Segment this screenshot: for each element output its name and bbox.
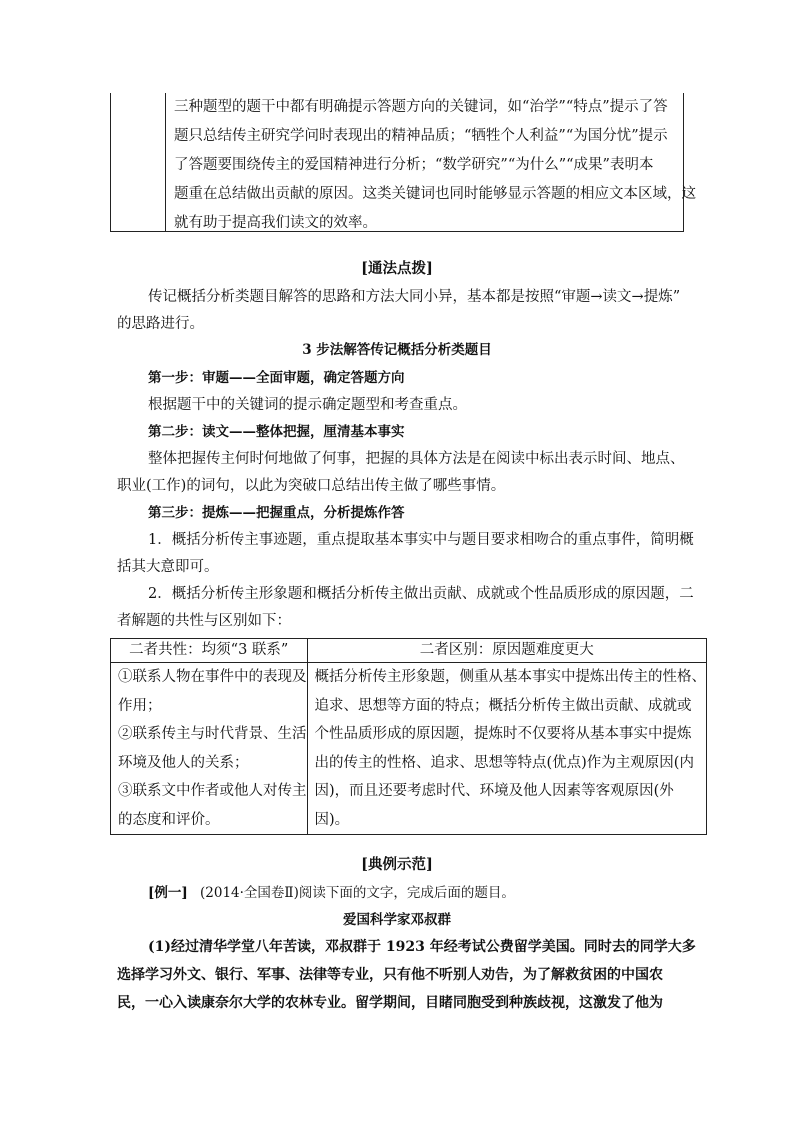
commonality-line: ①联系人物在事件中的表现及 — [118, 669, 307, 685]
difference-line: 概括分析传主形象题，侧重从基本事实中提炼出传主的性格、 — [314, 669, 706, 685]
top-box-line: 题只总结传主研究学问时表现出的精神品质；“牺牲个人利益”“为国分忧”提示 — [174, 128, 668, 144]
intro-line-2: 的思路进行。 — [117, 316, 204, 332]
example-label: [例一] — [148, 885, 188, 901]
comparison-table — [110, 638, 707, 835]
difference-line: 因)。 — [314, 811, 350, 828]
top-box-line: 题重在总结做出贡献的原因。这类关键词也同时能够显示答题的相应文本区域，这 — [174, 186, 696, 202]
top-box-text — [174, 93, 696, 238]
commonality-line: ②联系传主与时代背景、生活 — [118, 726, 307, 742]
difference-line: 个性品质形成的原因题，提炼时不仅要将从基本事实中提炼 — [314, 726, 692, 742]
step1-text: 根据题干中的关键词的提示确定题型和考查重点。 — [148, 397, 467, 413]
intro-line-1: 传记概括分析类题目解答的思路和方法大同小异，基本都是按照“审题→读文→提炼” — [148, 289, 681, 305]
article-para-line: (1)经过清华学堂八年苦读，邓叔群于 1923 年经考试公费留学美国。同时去的同学大多 — [148, 939, 696, 955]
step2-line-2: 职业(工作)的词句，以此为突破口总结出传主做了哪些事情。 — [117, 478, 506, 494]
difference-line: 追求、思想等方面的特点；概括分析传主做出贡献、成就或 — [314, 697, 692, 714]
step3-title: 第三步：提炼——把握重点，分析提炼作答 — [148, 505, 405, 521]
article-para-line: 选择学习外文、银行、军事、法律等专业，只有他不听别人劝告，为了解救贫困的中国农 — [117, 967, 663, 983]
difference-line: 出的传主的性格、追求、思想等特点(优点)作为主观原因(内 — [314, 754, 694, 771]
table-header-row — [111, 639, 707, 663]
step1-title: 第一步：审题——全面审题，确定答题方向 — [148, 370, 405, 386]
article-title: 爱国科学家邓叔群 — [343, 912, 451, 928]
difference-cell — [307, 663, 707, 835]
method-subtitle: 3 步法解答传记概括分析类题目 — [302, 342, 492, 358]
example-source: (2014·全国卷Ⅱ)阅读下面的文字，完成后面的题目。 — [200, 885, 515, 901]
column-divider — [165, 93, 166, 231]
top-box-line: 就有助于提高我们读文的效率。 — [174, 215, 377, 231]
top-box-line: 三种题型的题干中都有明确提示答题方向的关键词，如“治学”“特点”提示了答 — [174, 99, 668, 115]
step2-title: 第二步：读文——整体把握，厘清基本事实 — [148, 424, 405, 440]
top-table-continuation — [110, 93, 696, 232]
section-heading-dianli: [典例示范] — [361, 856, 433, 873]
point1-line-2: 括其大意即可。 — [117, 559, 219, 575]
difference-line: 因)，而且还要考虑时代、环境及他人因素等客观原因(外 — [314, 783, 674, 799]
commonality-line: 的态度和评价。 — [118, 811, 220, 828]
commonality-cell — [111, 663, 308, 835]
table-row — [111, 663, 707, 835]
commonality-line: 环境及他人的关系； — [118, 754, 249, 771]
step2-line-1: 整体把握传主何时何地做了何事，把握的具体方法是在阅读中标出表示时间、地点、 — [148, 451, 685, 467]
left-header: 二者共性：均须“3 联系” — [111, 639, 308, 663]
point1-line-1: 1．概括分析传主事迹题，重点提取基本事实中与题目要求相吻合的重点事件，简明概 — [148, 532, 694, 548]
point2-line-1: 2．概括分析传主形象题和概括分析传主做出贡献、成就或个性品质形成的原因题，二 — [148, 586, 694, 602]
point2-line-2: 者解题的共性与区别如下： — [117, 613, 291, 629]
top-box-line: 了答题要围绕传主的爱国精神进行分析；“数学研究”“为什么”“成果”表明本 — [174, 157, 654, 173]
commonality-line: ③联系文中作者或他人对传主 — [118, 783, 307, 799]
commonality-line: 作用； — [118, 697, 162, 714]
article-para-line: 民，一心入读康奈尔大学的农林专业。留学期间，目睹同胞受到种族歧视，这激发了他为 — [117, 995, 663, 1011]
right-header: 二者区别：原因题难度更大 — [307, 639, 707, 663]
section-heading-tongfa: [通法点拨] — [361, 260, 433, 277]
